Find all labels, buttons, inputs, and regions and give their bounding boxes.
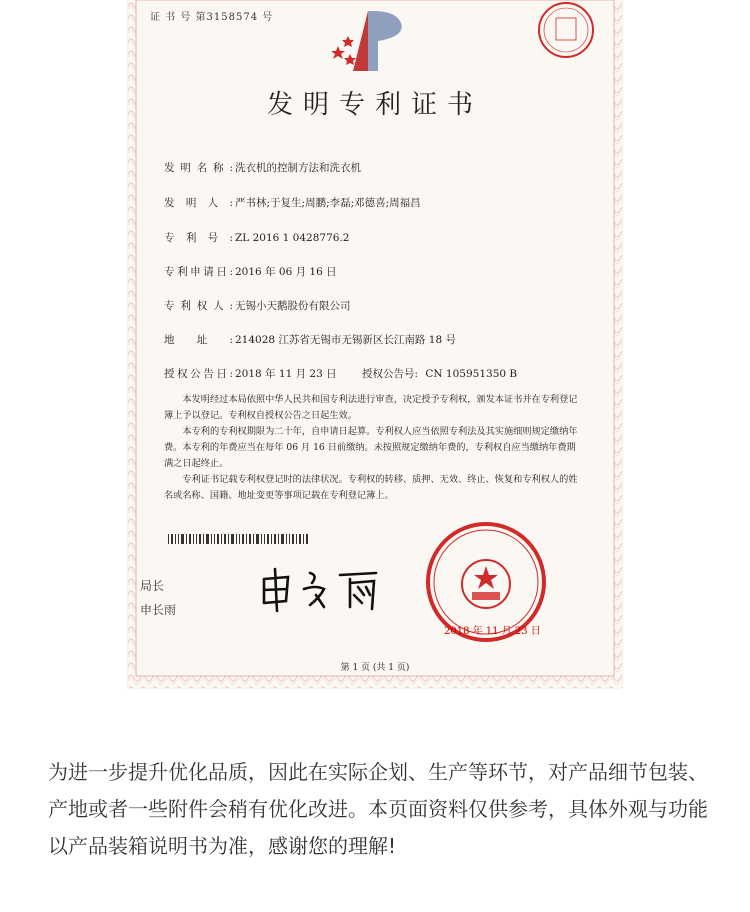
certificate-number: 证 书 号 第3158574 号 — [150, 12, 274, 23]
field-value: 2018 年 11 月 23 日 — [235, 368, 337, 380]
field-label: 发明人: — [164, 197, 233, 209]
director-title: 局长 — [140, 579, 165, 593]
field-label: 地址: — [164, 334, 233, 346]
certificate-title: 发明专利证书 — [266, 90, 483, 120]
director-signature — [258, 565, 388, 615]
paragraph-grant: 本发明经过本局依照中华人民共和国专利法进行审查，决定授予专利权，颁发本证书并在专利登记簿上予以登记。专利权自授权公告之日起生效。 — [164, 394, 578, 421]
field-label: 专利权人: — [164, 300, 233, 312]
field-value: 无锡小天鹅股份有限公司 — [235, 300, 351, 312]
announcement-number: CN 105951350 B — [425, 368, 518, 380]
field-value: 严书林;于复生;周鹏;李磊;邓德喜;周福昌 — [235, 197, 421, 209]
field-patentee — [164, 298, 351, 313]
seal-date: 2018 年 11 月 23 日 — [444, 626, 541, 637]
field-inventors — [164, 195, 421, 210]
page-number: 第 1 页 (共 1 页) — [340, 663, 410, 673]
field-label: 授权公告日: — [164, 368, 233, 380]
patent-certificate — [128, 0, 622, 688]
field-grant-date — [164, 366, 517, 381]
field-value: 洗衣机的控制方法和洗衣机 — [235, 162, 361, 174]
field-value: 2016 年 06 月 16 日 — [235, 266, 337, 278]
field-filing-date — [164, 264, 337, 279]
field-label: 专利申请日: — [164, 266, 233, 278]
paragraph-term: 本专利的专利权期限为二十年，自申请日起算。专利权人应当依照专利法及其实施细则规定缴纳年费。本专利的年费应当在每年 06 月 16 日前缴纳。未按照规定缴纳年费的，专利权自应当缴纳年费期满之日起终止。 — [164, 426, 578, 469]
announcement-label: 授权公告号: — [361, 368, 419, 380]
field-invention-name — [164, 160, 361, 175]
field-value: 214028 江苏省无锡市无锡新区长江南路 18 号 — [235, 334, 456, 346]
field-label: 发明名称: — [164, 162, 233, 174]
barcode — [168, 534, 308, 544]
director-name: 申长雨 — [140, 603, 177, 617]
small-red-seal-icon — [528, 2, 604, 62]
field-value: ZL 2016 1 0428776.2 — [235, 232, 350, 244]
field-label: 专利号: — [164, 232, 233, 244]
field-patent-number — [164, 230, 349, 245]
disclaimer-notice: 为进一步提升优化品质，因此在实际企划、生产等环节，对产品细节包装、产地或者一些附件会稍有优化改进。本页面资料仅供参考，具体外观与功能以产品装箱说明书为准，感谢您的理解! — [48, 760, 708, 858]
paragraph-legal-status: 专利证书记载专利权登记时的法律状况。专利权的转移、质押、无效、终止、恢复和专利权人的姓名或名称、国籍、地址变更等事项记载在专利登记簿上。 — [164, 474, 578, 501]
sipo-logo — [328, 6, 418, 76]
certificate-body — [164, 392, 584, 504]
field-address — [164, 332, 456, 347]
